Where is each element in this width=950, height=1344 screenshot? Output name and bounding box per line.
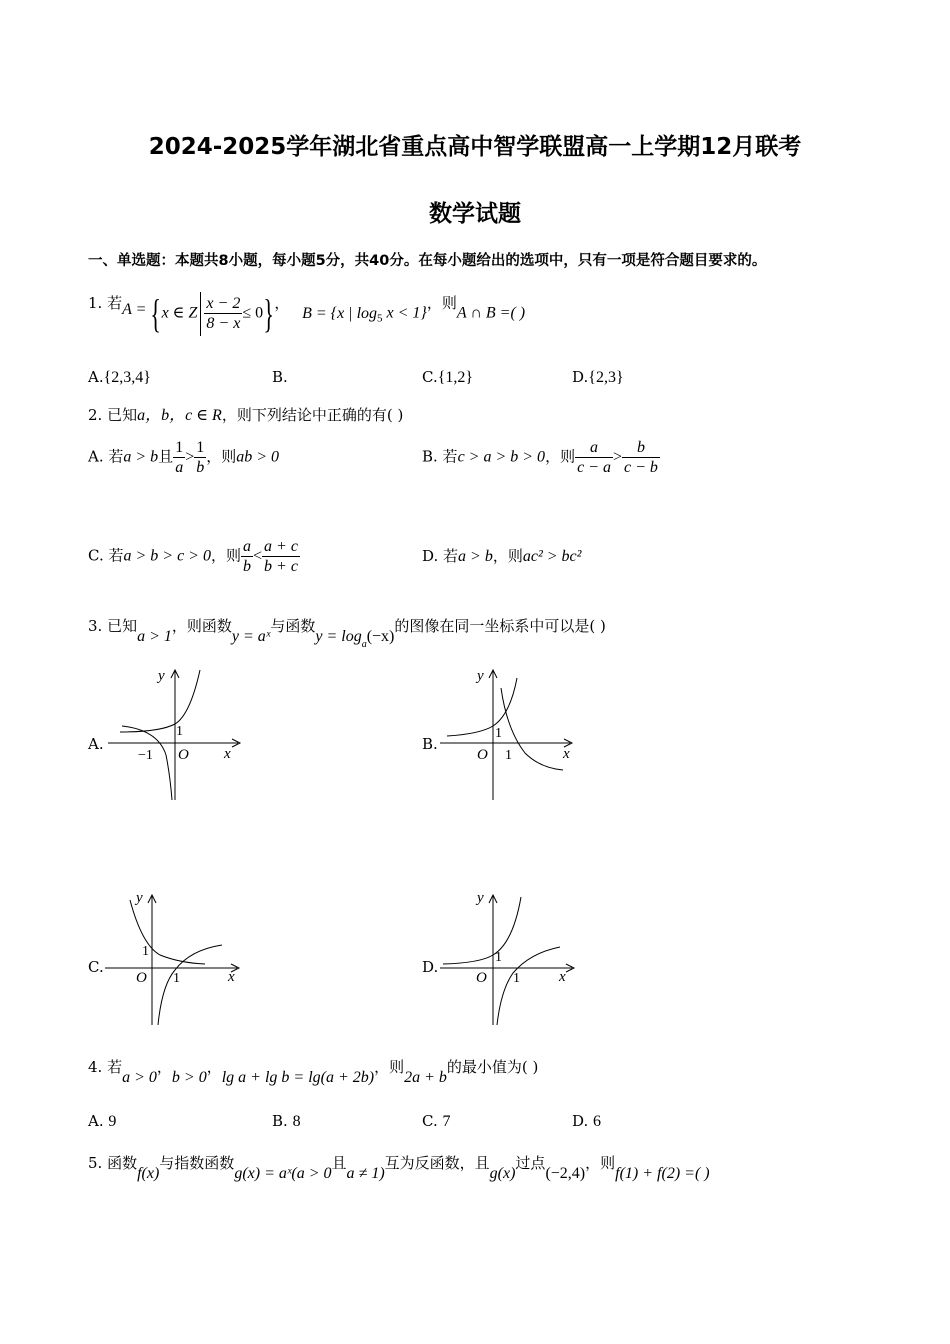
q5-f: f(x)	[137, 1165, 160, 1182]
one-label: 1	[176, 724, 183, 739]
page-title: 2024-2025学年湖北省重点高中智学联盟高一上学期12月联考	[148, 134, 802, 160]
q3-func1: y = aˣ	[231, 628, 271, 645]
q1-bar	[200, 292, 201, 336]
q2-d-label: D. 若	[422, 547, 459, 565]
q2-b-frac2-num: b	[622, 438, 660, 458]
q3-graph-d[interactable]	[435, 885, 585, 1030]
one-label: 1	[495, 726, 502, 741]
q2-c-lt: <	[253, 547, 263, 565]
q3-cond: a > 1	[137, 628, 172, 645]
question-2	[88, 402, 403, 425]
q2-stem-pre: 2. 已知	[88, 406, 138, 424]
x-label: x	[228, 969, 235, 985]
q1-frac-den: 8 − x	[206, 315, 241, 332]
q2-b-frac1-num: a	[575, 438, 613, 458]
q1-seta-label: A =	[122, 300, 151, 318]
q3-stem-pre: 3. 已知	[88, 617, 138, 635]
q3-func2: y = log	[315, 628, 362, 645]
q2-c-frac1	[241, 537, 253, 576]
q2-a-result: ab > 0	[236, 448, 280, 466]
q2-a-frac1-num: 1	[175, 439, 184, 456]
x-label: x	[563, 746, 570, 762]
q2-c-cond: a > b > c > 0	[123, 547, 211, 565]
one-label: 1	[142, 944, 149, 959]
page-subtitle: 数学试题	[429, 201, 521, 227]
q2-d-result: ac² > bc²	[522, 548, 582, 565]
q2-d-cond: a > b	[458, 548, 493, 565]
q5-point: (−2,4)	[545, 1165, 586, 1182]
q3-func2-sub: a	[361, 639, 367, 650]
question-5	[88, 1152, 710, 1182]
q2-b-gt: >	[612, 448, 623, 466]
q4-option-b[interactable]	[272, 1112, 301, 1131]
section-heading: 一、单选题：本题共8小题，每小题5分，共40分。在每小题给出的选项中，只有一项是符合题目要求的。	[88, 253, 767, 269]
q5-and: 且	[331, 1154, 347, 1172]
origin-label: O	[476, 970, 487, 986]
q2-b-frac2-den: c − b	[624, 459, 658, 476]
q2-a-cond: a > b	[123, 448, 159, 466]
q4-option-d-text: 6	[593, 1113, 602, 1130]
q1-seta-var: x ∈ Z	[161, 304, 198, 322]
q2-a-and: 且	[158, 447, 174, 466]
q5-cond: a ≠ 1)	[346, 1165, 385, 1182]
q1-option-d[interactable]	[572, 368, 624, 387]
q4-expr: 2a + b	[404, 1069, 447, 1086]
tick-label: 1	[513, 971, 520, 986]
q4-option-a-label: A.	[88, 1112, 104, 1130]
q5-then: ，则	[585, 1154, 616, 1172]
q1-option-a[interactable]	[88, 368, 151, 387]
q2-a-frac2	[194, 438, 206, 477]
q2-b-frac2	[622, 438, 660, 477]
q2-c-frac2-den: b + c	[264, 558, 298, 575]
q3-func2-tail: (−x)	[366, 628, 395, 645]
q1-frac-num: x − 2	[206, 295, 241, 312]
q1-option-c-label: C.	[422, 368, 438, 386]
q4-number: 4. 若	[88, 1058, 123, 1076]
q5-mid2: 互为反函数，且	[384, 1154, 490, 1172]
q4-cond1: a > 0	[122, 1069, 157, 1086]
log-curve	[122, 726, 172, 800]
q3-graph-b[interactable]	[435, 660, 585, 805]
q1-brace-close: }	[263, 291, 274, 336]
q5-number: 5. 函数	[88, 1154, 138, 1172]
q2-b-frac1	[575, 438, 613, 477]
q1-fraction	[204, 294, 242, 333]
q5-ask: f(1) + f(2) =( )	[615, 1165, 710, 1182]
q1-then: ，则	[426, 293, 457, 312]
tick-label: 1	[505, 748, 512, 763]
q2-option-c[interactable]	[88, 537, 300, 576]
q2-stem-vars: a，b，c ∈ R	[137, 407, 222, 424]
q2-c-frac1-num: a	[243, 538, 251, 555]
tick-label: −1	[138, 748, 153, 763]
q1-setb: B = {x | log	[302, 304, 378, 322]
q2-c-then: ，则	[210, 546, 241, 565]
q1-number: 1. 若	[88, 293, 123, 312]
q3-graph-c[interactable]	[100, 885, 250, 1030]
q4-option-c-text: 7	[442, 1113, 451, 1130]
q2-b-label: B. 若	[422, 447, 458, 466]
x-label: x	[559, 969, 566, 985]
question-1	[88, 290, 525, 344]
q2-b-cond: c > a > b > 0	[457, 448, 546, 466]
q4-option-b-label: B.	[272, 1112, 288, 1130]
q5-g2: g(x)	[489, 1165, 516, 1182]
q2-c-frac1-den: b	[243, 558, 251, 575]
q1-option-a-text: {2,3,4}	[103, 369, 151, 386]
origin-label: O	[477, 747, 488, 763]
y-label: y	[136, 890, 143, 906]
q4-post: 的最小值为( )	[446, 1058, 539, 1076]
origin-label: O	[178, 747, 189, 763]
question-4	[88, 1056, 539, 1086]
q4-option-c-label: C.	[422, 1112, 438, 1130]
q3-mid1: ，则函数	[171, 617, 232, 635]
q1-ask: A ∩ B =( )	[456, 304, 526, 322]
q2-option-b[interactable]	[422, 438, 660, 477]
q1-log-base: 5	[377, 312, 383, 325]
q1-le-zero: ≤ 0	[242, 304, 264, 322]
q2-a-frac1	[173, 438, 185, 477]
q5-mid1: 与指数函数	[159, 1154, 235, 1172]
q3-mid2: 与函数	[270, 617, 316, 635]
q4-option-a-text: 9	[108, 1113, 117, 1130]
q2-a-label: A. 若	[88, 447, 124, 466]
q2-a-frac2-den: b	[196, 459, 205, 476]
y-label: y	[477, 890, 484, 906]
q1-option-b[interactable]	[272, 368, 288, 387]
q1-option-d-text: {2,3}	[588, 369, 624, 386]
x-label: x	[224, 746, 231, 762]
q2-a-frac1-den: a	[175, 459, 184, 476]
q4-comma1: ，	[156, 1058, 172, 1076]
q4-cond2: b > 0	[171, 1069, 207, 1086]
q1-setb-tail: x < 1}	[382, 304, 427, 322]
q1-option-c[interactable]	[422, 368, 473, 387]
q3-option-c-label[interactable]: C.	[88, 958, 104, 976]
q2-c-label: C. 若	[88, 546, 124, 565]
tick-label: 1	[173, 971, 180, 986]
q4-option-d-label: D.	[572, 1112, 589, 1130]
y-label: y	[158, 668, 165, 684]
q1-option-b-label: B.	[272, 368, 288, 386]
q2-a-frac2-num: 1	[196, 439, 205, 456]
q4-option-c[interactable]	[422, 1112, 451, 1131]
q2-a-then: ，则	[206, 447, 237, 466]
q4-equation: lg a + lg b = lg(a + 2b)	[221, 1069, 375, 1086]
q4-option-b-text: 8	[292, 1113, 301, 1130]
q1-option-a-label: A.	[88, 368, 104, 386]
log-curve	[497, 947, 560, 1025]
one-label: 1	[495, 950, 502, 965]
q5-g: g(x) = aˣ(a > 0	[234, 1165, 332, 1182]
exp-curve	[447, 678, 517, 736]
q2-c-frac2	[262, 537, 300, 576]
q2-a-gt: >	[185, 448, 195, 466]
q2-c-frac2-num: a + c	[264, 538, 298, 555]
log-curve	[158, 945, 222, 1025]
q3-graph-a[interactable]	[100, 660, 250, 805]
y-label: y	[477, 668, 484, 684]
q1-brace-open: {	[150, 291, 162, 336]
q1-option-c-text: {1,2}	[437, 369, 474, 386]
q5-mid3: 过点	[515, 1154, 546, 1172]
q1-option-d-label: D.	[572, 368, 589, 386]
q4-comma2: ，	[206, 1058, 222, 1076]
q2-b-frac1-den: c − a	[577, 459, 611, 476]
q4-then: ，则	[374, 1058, 405, 1076]
q4-option-a[interactable]	[88, 1112, 116, 1131]
q2-option-d[interactable]	[422, 545, 581, 566]
q1-comma: ，	[274, 293, 290, 312]
q2-d-then: ，则	[492, 547, 523, 565]
q2-stem-post: ，则下列结论中正确的有( )	[221, 406, 404, 424]
question-3	[88, 615, 606, 650]
q3-option-a-label[interactable]: A.	[88, 735, 104, 753]
q4-option-d[interactable]	[572, 1112, 601, 1131]
origin-label: O	[136, 970, 147, 986]
exp-curve	[443, 897, 521, 964]
q2-b-then: ，则	[545, 447, 576, 466]
q3-option-b-label[interactable]: B.	[422, 735, 438, 753]
q3-option-d-label[interactable]: D.	[422, 958, 439, 976]
q3-stem-post: 的图像在同一坐标系中可以是( )	[394, 617, 606, 635]
q2-option-a[interactable]	[88, 438, 279, 477]
